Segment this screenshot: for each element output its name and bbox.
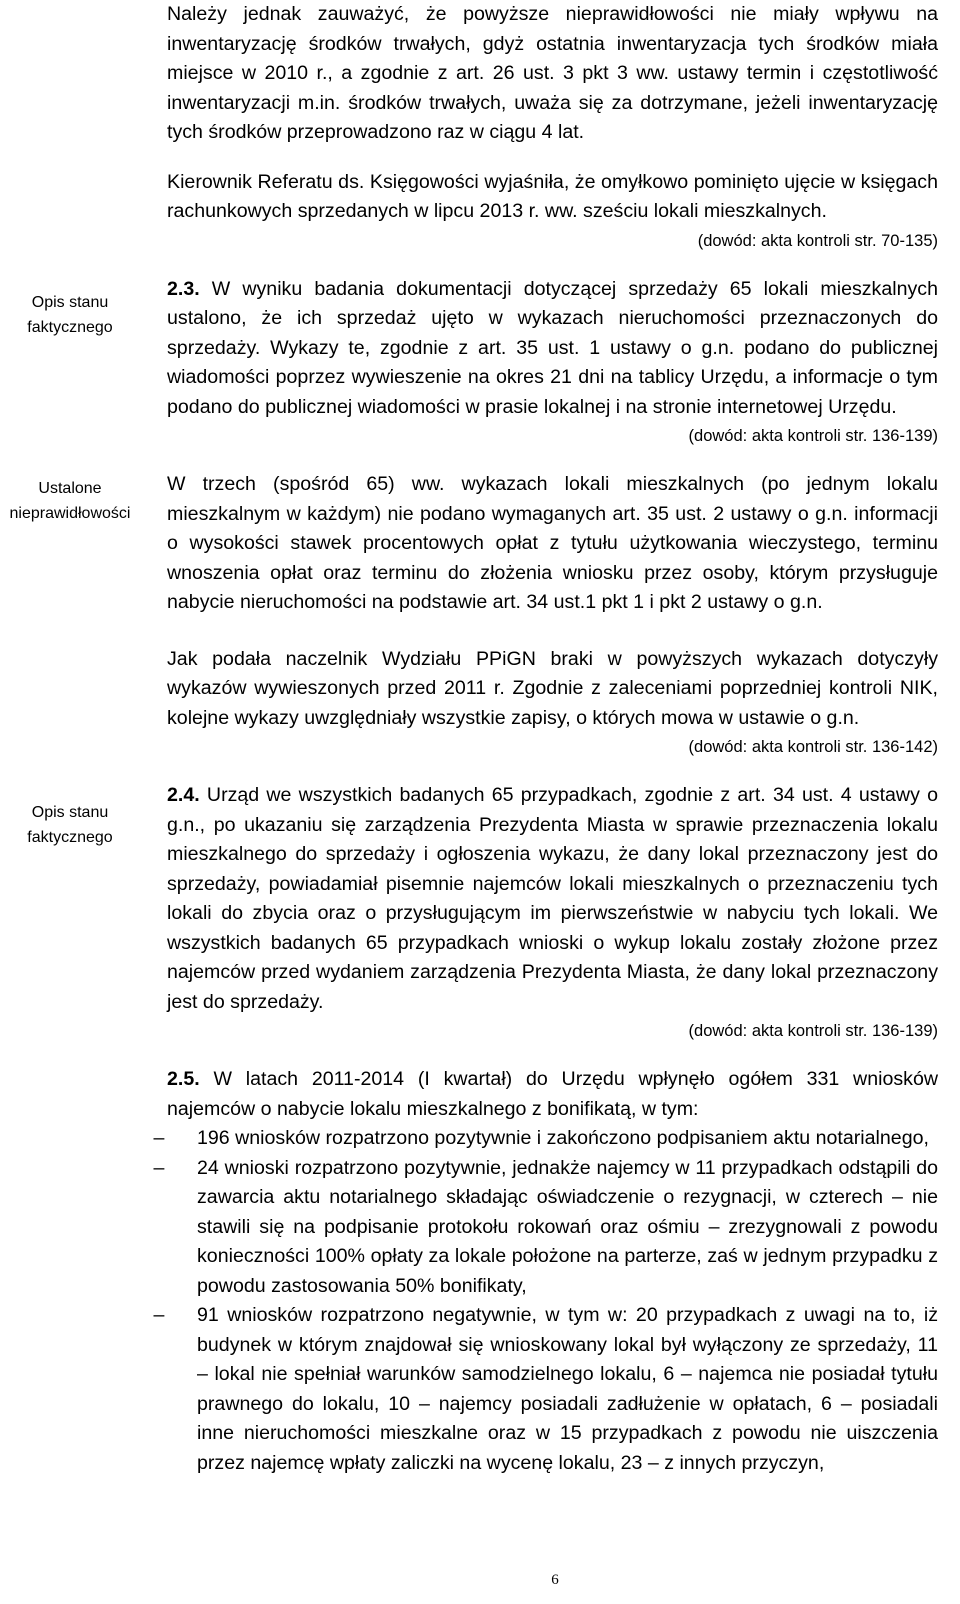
margin-label-line: faktycznego: [27, 829, 113, 846]
margin-label-line: Ustalone: [38, 480, 102, 497]
margin-label-line: faktycznego: [27, 319, 113, 336]
list-item-text: 196 wniosków rozpatrzono pozytywnie i zakończono podpisaniem aktu notarialnego,: [197, 1127, 929, 1149]
section-number: 2.3.: [167, 277, 200, 300]
margin-label-facts-2: [0, 800, 140, 850]
margin-label-line: nieprawidłowości: [9, 505, 131, 522]
section-number: 2.4.: [167, 784, 200, 806]
margin-label-irregularities: [0, 476, 140, 526]
paragraph-department-statement: Jak podała naczelnik Wydziału PPiGN braki w powyższych wykazach dotyczyły wykazów wywieszonych przed 2011 r. Zgodnie z zaleceniami poprzedniej kontroli NIK, kolejne wykazy uwzględniały wszystkie zapisy, o których mowa w ustawie o g.n.: [167, 647, 938, 729]
list-item-text: 91 wniosków rozpatrzono negatywnie, w tym w: 20 przypadkach z uwagi na to, iż budynek w którym znajdował się wnioskowany lokal był wyłączony ze sprzedaży, 11 – lokal nie spełniał warunków samodzielnego lokalu, 6 – najemca nie posiadał tytułu prawnego do lokalu, 10 – najemcy posiadali zadłużenie w opłatach, 6 – posiadali inne nieruchomości mieszkalne oraz w 15 przypadkach z powodu nie uiszczenia przez najemcę wpłaty zaliczki na wycenę lokalu, 23 – z innych przyczyn,: [197, 1304, 938, 1474]
list-item-text: 24 wnioski rozpatrzono pozytywnie, jednakże najemcy w 11 przypadkach odstąpili do zawarcia aktu notarialnego składając oświadczenie o rezygnacji, w czterech – nie stawili się na podpisanie protokołu rokowań oraz ośmiu – zrezygnowali z powodu konieczności 100% opłaty za lokale położone na parterze, zaś w jednym przypadku z powodu zastosowania 50% bonifikaty,: [197, 1156, 938, 1297]
section-number: 2.5.: [167, 1068, 200, 1090]
list-item: [153, 1124, 938, 1154]
evidence-reference: (dowód: akta kontroli str. 136-139): [688, 1022, 938, 1040]
evidence-reference: (dowód: akta kontroli str. 70-135): [697, 231, 938, 250]
paragraph-text: W latach 2011-2014 (I kwartał) do Urzędu wpłynęło ogółem 331 wniosków najemców o nabycie lokalu mieszkalnego z bonifikatą, w tym:: [167, 1068, 938, 1120]
paragraph-text: Urząd we wszystkich badanych 65 przypadkach, zgodnie z art. 34 ust. 4 ustawy o g.n., po ukazaniu się zarządzenia Prezydenta Miasta w sprawie przeznaczenia lokalu mieszkalnego do sprzedaży i ogłoszenia wykazu, że dany lokal przeznaczony jest do sprzedaży, powiadamiał pisemnie najemców lokali mieszkalnych o przeznaczeniu tych lokali do zbycia oraz o przysługującym im pierwszeństwie w nabyciu tych lokali. We wszystkich badanych 65 przypadkach wnioski o wykup lokalu zostały złożone przez najemców przed wydaniem zarządzenia Prezydenta Miasta, że dany lokal przeznaczony jest do sprzedaży.: [167, 784, 938, 1013]
list-item: [153, 1154, 938, 1302]
applications-list: [153, 1124, 938, 1478]
dash-bullet: –: [153, 1127, 165, 1149]
page-number: 6: [551, 1572, 559, 1588]
paragraph-inventory: Należy jednak zauważyć, że powyższe nieprawidłowości nie miały wpływu na inwentaryzację środków trwałych, gdyż ostatnia inwentaryzacja tych środków miała miejsce w 2010 r., a zgodnie z art. 26 ust. 3 pkt 3 ww. ustawy termin i częstotliwość inwentaryzacji m.in. środków trwałych, uważa się za dotrzymane, jeżeli inwentaryzację tych środków przeprowadzono raz w ciągu 4 lat.: [167, 3, 938, 143]
margin-label-facts-1: [0, 290, 140, 340]
paragraph-irregularity: W trzech (spośród 65) ww. wykazach lokali mieszkalnych (po jednym lokalu mieszkalnym w każdym) nie podano wymaganych art. 35 ust. 2 ustawy o g.n. informacji o wysokości stawek procentowych opłat z tytułu użytkowania wieczystego, terminu wnoszenia opłat oraz terminu do złożenia wniosku przez osoby, którym przysługuje nabycie nieruchomości na podstawie art. 34 ust.1 pkt 1 i pkt 2 ustawy o g.n.: [167, 473, 938, 613]
list-item: [153, 1301, 938, 1478]
dash-bullet: –: [153, 1304, 165, 1326]
evidence-reference: (dowód: akta kontroli str. 136-139): [688, 427, 938, 445]
evidence-reference: (dowód: akta kontroli str. 136-142): [688, 738, 938, 756]
dash-bullet: –: [153, 1156, 165, 1179]
paragraph-explanation: Kierownik Referatu ds. Księgowości wyjaśniła, że omyłkowo pominięto ujęcie w księgach rachunkowych sprzedanych w lipcu 2013 r. ww. sześciu lokali mieszkalnych.: [167, 170, 938, 222]
margin-label-line: Opis stanu: [31, 294, 109, 311]
main-text: [153, 0, 938, 1478]
paragraph-2-4: [167, 781, 938, 1017]
paragraph-2-5: [167, 1065, 938, 1124]
margin-label-line: Opis stanu: [31, 804, 109, 821]
paragraph-text: W wyniku badania dokumentacji dotyczącej sprzedaży 65 lokali mieszkalnych ustalono, że ich sprzedaż ujęto w wykazach nieruchomości przeznaczonych do sprzedaży. Wykazy te, zgodnie z art. 35 ust. 1 ustawy o g.n. podano do publicznej wiadomości poprzez wywieszenie na okres 21 dni na tablicy Urzędu, a informacje o tym podano do publicznej wiadomości w prasie lokalnej i na stronie internetowej Urzędu.: [167, 277, 938, 418]
paragraph-2-3: [167, 275, 938, 423]
